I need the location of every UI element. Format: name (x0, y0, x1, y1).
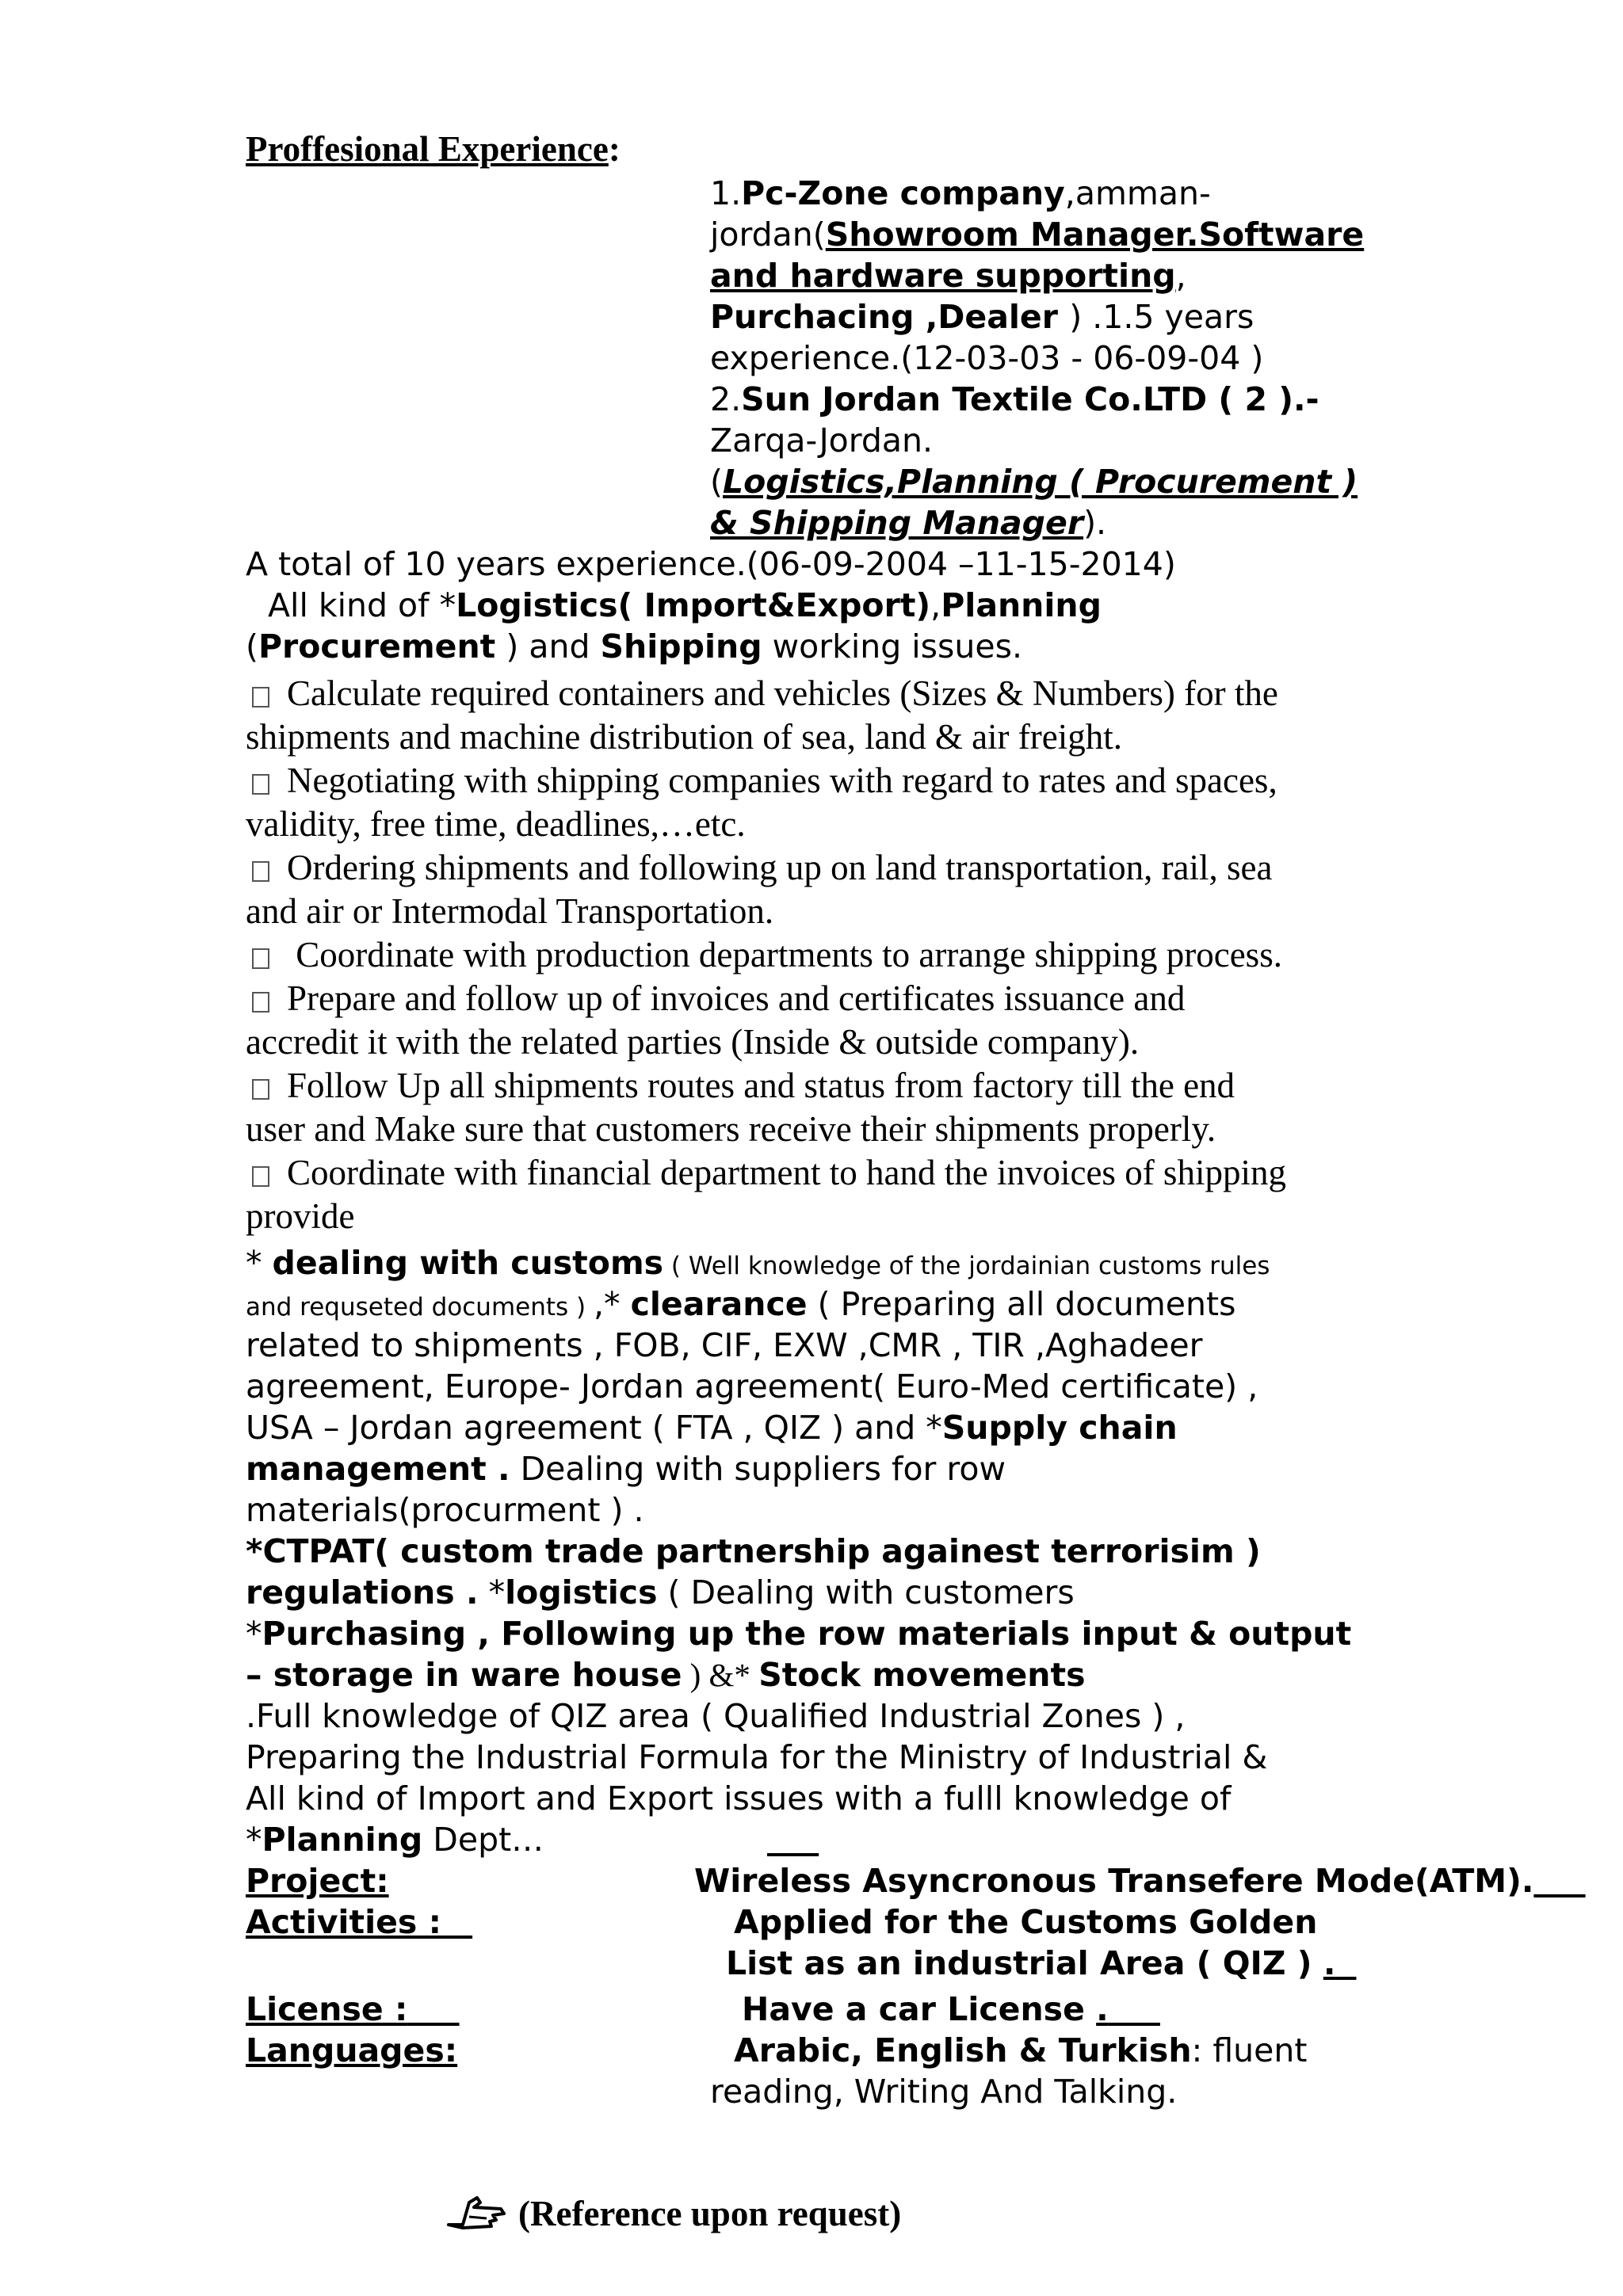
duty-item: Coordinate with financial department to hand the invoices of shipping (252, 1151, 1286, 1195)
customs-line-11: – storage in ware house ) &* Stock movements (246, 1656, 1086, 1694)
duty-item-cont: validity, free time, deadlines,…etc. (246, 804, 746, 844)
languages-label: Languages: (246, 2031, 458, 2069)
customs-line-2: and requseted documents ) ,* clearance ( Preparing all documents (246, 1285, 1236, 1323)
languages-value-line-2: reading, Writing And Talking. (710, 2073, 1178, 2111)
project-value: Wireless Asyncronous Transefere Mode(ATM). (694, 1862, 1534, 1900)
customs-line-6: management . Dealing with suppliers for row (246, 1450, 1006, 1488)
bullet-box-icon (252, 774, 269, 795)
experience-total: A total of 10 years experience.(06-09-2004 –11-15-2014) (246, 545, 1176, 583)
job-1-line-4: Purchacing ,Dealer ) .1.5 years (710, 298, 1254, 336)
activities-label: Activities : (246, 1903, 442, 1941)
job-1-line-1: 1.Pc-Zone company,amman- (710, 174, 1211, 212)
customs-line-14: All kind of Import and Export issues with a fulll knowledge of (246, 1779, 1232, 1817)
job-1-line-3: and hardware supporting, (710, 257, 1186, 295)
customs-line-10: *Purchasing , Following up the row materials input & output (246, 1615, 1352, 1653)
duty-item-cont: and air or Intermodal Transportation. (246, 891, 774, 931)
duty-item: Follow Up all shipments routes and status from factory till the end (252, 1064, 1235, 1108)
duty-item-cont: user and Make sure that customers receive their shipments properly. (246, 1109, 1216, 1149)
customs-line-15: *Planning Dept… (246, 1821, 544, 1859)
customs-line-4: agreement, Europe- Jordan agreement( Euro-Med certificate) , (246, 1367, 1258, 1405)
license-value: Have a car License . (742, 1990, 1109, 2028)
experience-heading: Proffesional Experience: (246, 129, 621, 169)
bullet-box-icon (252, 687, 269, 707)
duty-item: Coordinate with production departments to arrange shipping process. (252, 933, 1282, 977)
reference-text: (Reference upon request) (518, 2194, 902, 2233)
customs-line-7: materials(procurment ) . (246, 1491, 644, 1529)
summary-line-3: (Procurement ) and Shipping working issues. (246, 627, 1022, 666)
bullet-box-icon (252, 948, 269, 969)
reference-line (445, 2191, 901, 2236)
job-2-line-2: Zarqa-Jordan. (710, 421, 934, 460)
writing-hand-icon (445, 2193, 509, 2235)
customs-line-9: regulations . *logistics ( Dealing with customers (246, 1573, 1075, 1611)
project-label: Project: (246, 1862, 389, 1900)
duty-item: Ordering shipments and following up on land transportation, rail, sea (252, 846, 1273, 890)
license-label: License : (246, 1990, 408, 2028)
bullet-box-icon (252, 1166, 269, 1187)
job-1-line-2: jordan(Showroom Manager.Software (710, 215, 1365, 254)
duty-item-cont: shipments and machine distribution of sea, land & air freight. (246, 717, 1122, 757)
job-2-line-3: (Logistics,Planning ( Procurement ) (710, 463, 1358, 501)
customs-line-12: .Full knowledge of QIZ area ( Qualified Industrial Zones ) , (246, 1697, 1186, 1735)
customs-line-8: *CTPAT( custom trade partnership againest terrorisim ) (246, 1532, 1261, 1570)
customs-line-3: related to shipments , FOB, CIF, EXW ,CMR , TIR ,Aghadeer (246, 1326, 1203, 1364)
customs-line-13: Preparing the Industrial Formula for the Ministry of Industrial & (246, 1738, 1268, 1776)
duty-item-cont: provide (246, 1196, 355, 1236)
duty-item: Negotiating with shipping companies with regard to rates and spaces, (252, 759, 1277, 803)
bullet-box-icon (252, 861, 269, 882)
activities-value-line-1: Applied for the Customs Golden (734, 1903, 1318, 1941)
customs-line-5: USA – Jordan agreement ( FTA , QIZ ) and *Supply chain (246, 1409, 1178, 1447)
job-2-line-1: 2.Sun Jordan Textile Co.LTD ( 2 ).- (710, 380, 1319, 418)
job-2-line-4: & Shipping Manager). (710, 504, 1107, 542)
bullet-box-icon (252, 1079, 269, 1100)
summary-line-2: All kind of *Logistics( Import&Export),Planning (268, 586, 1102, 624)
job-1-line-5: experience.(12-03-03 - 06-09-04 ) (710, 339, 1264, 377)
duty-item-cont: accredit it with the related parties (Inside & outside company). (246, 1022, 1140, 1062)
duty-item: Prepare and follow up of invoices and certificates issuance and (252, 977, 1185, 1020)
planning-underline-blank (767, 1819, 819, 1860)
duty-item: Calculate required containers and vehicles (Sizes & Numbers) for the (252, 672, 1278, 715)
customs-line-1: * dealing with customs ( Well knowledge of the jordainian customs rules (246, 1244, 1270, 1282)
bullet-box-icon (252, 992, 269, 1013)
languages-value-line-1: Arabic, English & Turkish: fluent (734, 2031, 1308, 2069)
activities-value-line-2: List as an industrial Area ( QIZ ) . (726, 1944, 1336, 1982)
